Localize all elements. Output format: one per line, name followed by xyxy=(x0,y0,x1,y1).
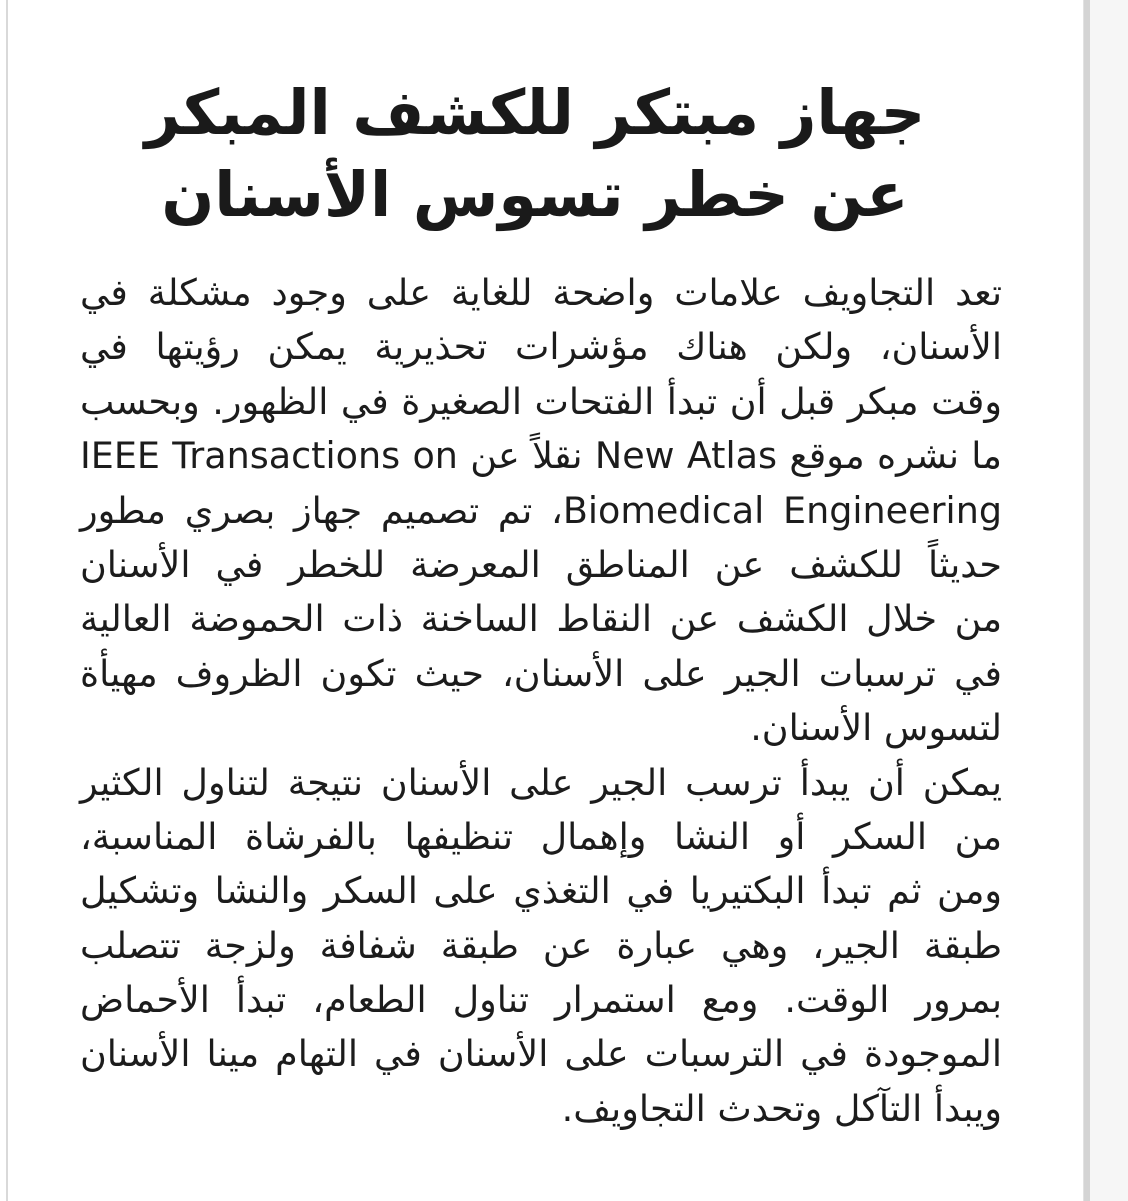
body-line: تعد التجاويف علامات واضحة للغاية على وجود مشكلة في xyxy=(80,271,1002,314)
body-line: لتسوس الأسنان. xyxy=(750,706,1002,750)
body-line: يمكن أن يبدأ ترسب الجير على الأسنان نتيجة لتناول الكثير xyxy=(80,760,1002,804)
article-body xyxy=(80,266,1002,1136)
body-line: Biomedical Engineering، تم تصميم جهاز بصري مطور xyxy=(80,488,1003,532)
paragraph-2 xyxy=(80,756,1002,1137)
page-margin xyxy=(1090,0,1128,1201)
body-line: حديثاً للكشف عن المناطق المعرضة للخطر في الأسنان xyxy=(80,542,1002,586)
body-line: في ترسبات الجير على الأسنان، حيث تكون الظروف مهيأة xyxy=(80,651,1002,695)
body-line: طبقة الجير، وهي عبارة عن طبقة شفافة ولزجة تتصلب xyxy=(80,923,1002,967)
body-line: الأسنان، ولكن هناك مؤشرات تحذيرية يمكن رؤيتها في xyxy=(80,325,1002,369)
article-headline xyxy=(40,72,1030,236)
headline-line-2: عن خطر تسوس الأسنان xyxy=(161,158,909,231)
body-line: ويبدأ التآكل وتحدث التجاويف. xyxy=(561,1086,1002,1130)
body-line: ومن ثم تبدأ البكتيريا في التغذي على السكر والنشا وتشكيل xyxy=(80,869,1002,913)
paragraph-1 xyxy=(80,266,1002,756)
body-line: من خلال الكشف عن النقاط الساخنة ذات الحموضة العالية xyxy=(80,597,1002,641)
body-line: وقت مبكر قبل أن تبدأ الفتحات الصغيرة في الظهور. وبحسب xyxy=(80,379,1002,423)
body-line: الموجودة في الترسبات على الأسنان في التهام مينا الأسنان xyxy=(80,1032,1002,1076)
body-line: بمرور الوقت. ومع استمرار تناول الطعام، تبدأ الأحماض xyxy=(80,978,1002,1022)
body-line: من السكر أو النشا وإهمال تنظيفها بالفرشاة المناسبة، xyxy=(80,814,1002,858)
headline-line-1: جهاز مبتكر للكشف المبكر xyxy=(144,76,926,149)
body-line: ما نشره موقع New Atlas نقلاً عن IEEE Transactions on xyxy=(80,434,1002,478)
